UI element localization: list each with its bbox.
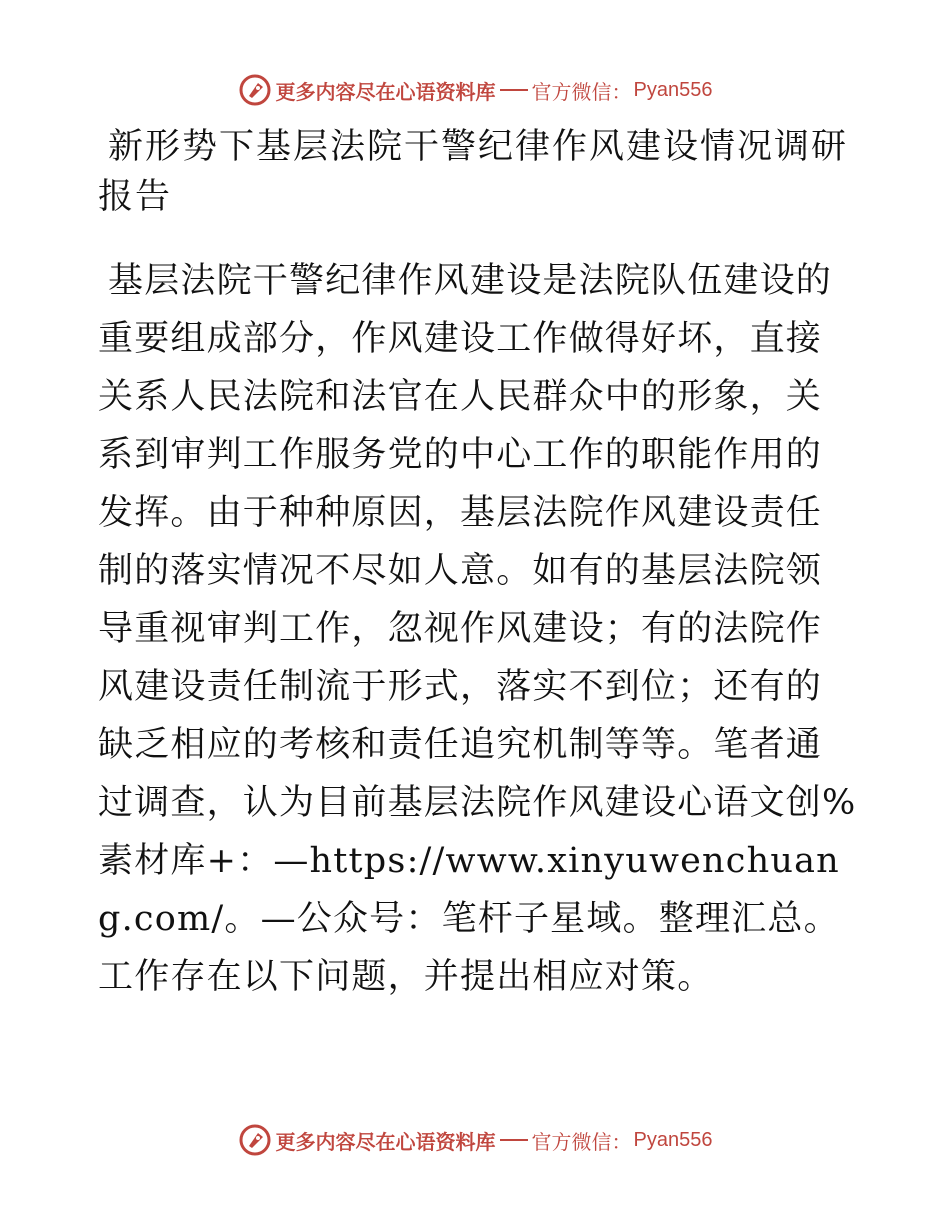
footer-banner [0,1120,950,1160]
banner-contact-id: Pyan556 [633,1128,713,1151]
banner-site-text: 更多内容尽在心语资料库 [275,79,496,104]
header-banner [0,70,950,110]
banner-separator [500,1139,528,1141]
document-title: 新形势下基层法院干警纪律作风建设情况调研报告 [98,127,849,217]
banner-site-text: 更多内容尽在心语资料库 [275,1129,496,1154]
banner-separator [500,89,528,91]
pen-nib-circle-icon [238,73,272,107]
banner-contact-id: Pyan556 [633,78,713,101]
document-paragraph: 基层法院干警纪律作风建设是法院队伍建设的重要组成部分，作风建设工作做得好坏，直接关系人民法院和法官在人民群众中的形象，关系到审判工作服务党的中心工作的职能作用的发挥。由于种种原因，基层法院作风建设责任制的落实情况不尽如人意。如有的基层法院领导重视审判工作，忽视作风建设；有的法院作风建设责任制流于形式，落实不到位；还有的缺乏相应的考核和责任追究机制等等。笔者通过调查，认为目前基层法院作风建设心语文创%素材库+：—https://www.xinyuwenchuang.com/。—公众号：笔杆子星域。整理汇总。工作存在以下问题，并提出相应对策。 [98,261,857,997]
banner-contact-label: 官方微信： [531,79,632,104]
banner-contact-label: 官方微信： [531,1129,632,1154]
pen-nib-circle-icon [238,1123,272,1157]
